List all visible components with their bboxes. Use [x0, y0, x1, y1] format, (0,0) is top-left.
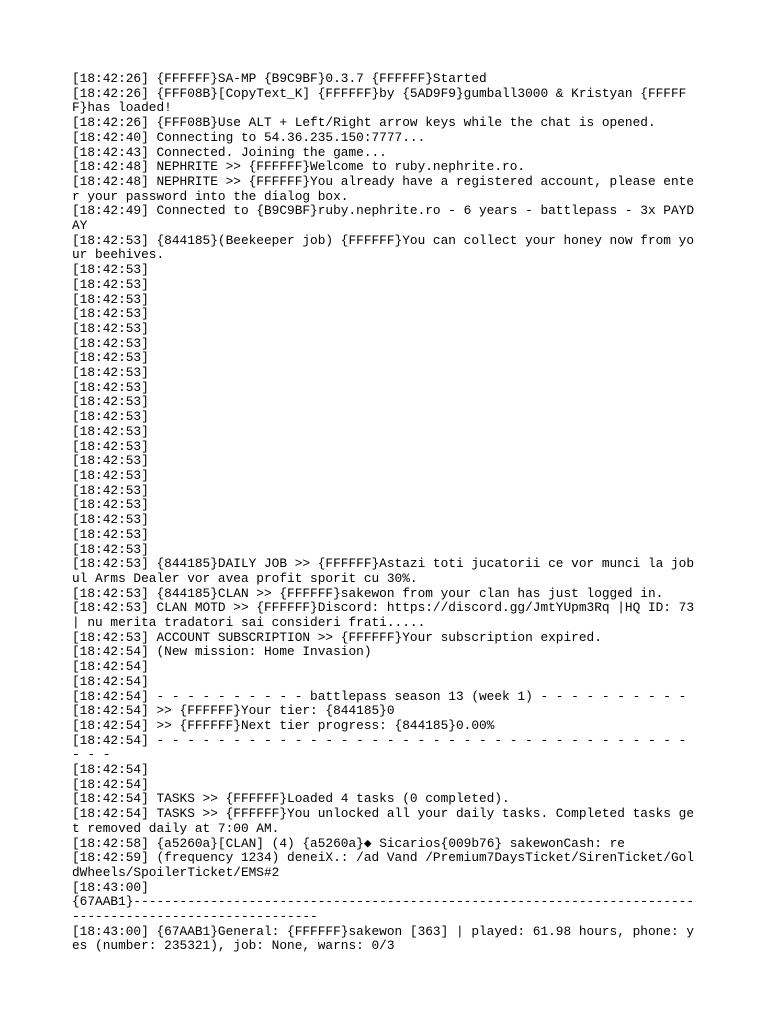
chat-line: [18:42:53]	[72, 276, 149, 292]
chat-line: [18:42:53]	[72, 438, 149, 454]
chat-line: [18:42:53]	[72, 365, 149, 381]
chat-line: [18:42:54] TASKS >> {FFFFFF}Loaded 4 tasks (0 completed).	[72, 791, 510, 807]
chat-line: [18:42:53]	[72, 409, 149, 425]
chat-line: [18:42:54] >> {FFFFFF}Your tier: {844185}0	[72, 703, 395, 719]
chat-line: [18:42:53]	[72, 526, 149, 542]
chat-line: [18:42:53] {844185}(Beekeeper job) {FFFFFF}You can collect your honey now from your beehives.	[72, 232, 695, 263]
chat-line: [18:42:54]	[72, 673, 149, 689]
chat-line: [18:42:53]	[72, 512, 149, 528]
chat-line: [18:42:53] CLAN MOTD >> {FFFFFF}Discord: https://discord.gg/JmtYUpm3Rq |HQ ID: 73 | nu merita tradatori sai consideri frati.....	[72, 600, 702, 631]
chat-line: [18:42:54] - - - - - - - - - - - - - - - - - - - - - - - - - - - - - - - - - - - - - -	[72, 732, 695, 763]
chat-line: [18:42:26] {FFFFFF}SA-MP {B9C9BF}0.3.7 {FFFFFF}Started	[72, 71, 487, 86]
chat-line: [18:42:53]	[72, 291, 149, 307]
chat-line: [18:42:26] {FFF08B}[CopyText_K] {FFFFFF}by {5AD9F9}gumball3000 & Kristyan {FFFFFF}has loaded!	[72, 85, 687, 116]
chat-line: [18:42:40] Connecting to 54.36.235.150:7777...	[72, 129, 426, 145]
chat-line: [18:42:53]	[72, 320, 149, 336]
chat-line: [18:42:54] (New mission: Home Invasion)	[72, 644, 372, 660]
chat-line: [18:42:53]	[72, 379, 149, 395]
chat-line: [18:42:53]	[72, 482, 149, 498]
chat-line: [18:42:54]	[72, 659, 149, 675]
chat-line: [18:42:53] {844185}CLAN >> {FFFFFF}sakewon from your clan has just logged in.	[72, 585, 664, 601]
chat-line: [18:42:53] ACCOUNT SUBSCRIPTION >> {FFFFFF}Your subscription expired.	[72, 629, 602, 645]
chat-line: [18:43:00] {67AAB1}General: {FFFFFF}sakewon [363] | played: 61.98 hours, phone: yes (number: 235321), job: None, warns: 0/3	[72, 923, 695, 954]
chat-line: [18:42:54] - - - - - - - - - - battlepass season 13 (week 1) - - - - - - - - - -	[72, 688, 687, 704]
chat-line: [18:42:58] {a5260a}[CLAN] (4) {a5260a}◆ Sicarios{009b76} sakewonCash: re	[72, 835, 625, 851]
chat-line: [18:42:53]	[72, 541, 149, 557]
chat-line: [18:43:00]	[72, 879, 149, 895]
chat-line: [18:42:53]	[72, 350, 149, 366]
chat-line: {67AAB1}---------------------------------------------------------------------------------------------------------	[72, 894, 695, 925]
chat-line: [18:42:48] NEPHRITE >> {FFFFFF}You already have a registered account, please enter your password into the dialog box.	[72, 173, 695, 204]
chat-line: [18:42:53]	[72, 394, 149, 410]
chat-line: [18:42:53]	[72, 262, 149, 278]
chat-line: [18:42:48] NEPHRITE >> {FFFFFF}Welcome to ruby.nephrite.ro.	[72, 159, 526, 175]
chat-line: [18:42:26] {FFF08B}Use ALT + Left/Right arrow keys while the chat is opened.	[72, 115, 656, 131]
chat-line: [18:42:54]	[72, 776, 149, 792]
chat-line: [18:42:53]	[72, 467, 149, 483]
chat-line: [18:42:53]	[72, 497, 149, 513]
chat-line: [18:42:53]	[72, 335, 149, 351]
chat-line: [18:42:43] Connected. Joining the game...	[72, 144, 387, 160]
chat-line: [18:42:53] {844185}DAILY JOB >> {FFFFFF}Astazi toti jucatorii ce vor munci la jobul Arms Dealer vor avea profit sporit cu 30%.	[72, 556, 695, 586]
chat-line: [18:42:59] (frequency 1234) deneiX.: /ad Vand /Premium7DaysTicket/SirenTicket/GoldWheels/SpoilerTicket/EMS#2	[72, 850, 695, 880]
chat-line: [18:42:54] TASKS >> {FFFFFF}You unlocked all your daily tasks. Completed tasks get removed daily at 7:00 AM.	[72, 806, 695, 836]
chat-line: [18:42:53]	[72, 423, 149, 439]
chat-line: [18:42:53]	[72, 306, 149, 322]
chat-line: [18:42:54]	[72, 762, 149, 778]
chat-log	[72, 71, 702, 954]
chat-line: [18:42:49] Connected to {B9C9BF}ruby.nephrite.ro - 6 years - battlepass - 3x PAYDAY	[72, 203, 695, 234]
chat-line: [18:42:53]	[72, 453, 149, 469]
chat-line: [18:42:54] >> {FFFFFF}Next tier progress: {844185}0.00%	[72, 717, 495, 733]
